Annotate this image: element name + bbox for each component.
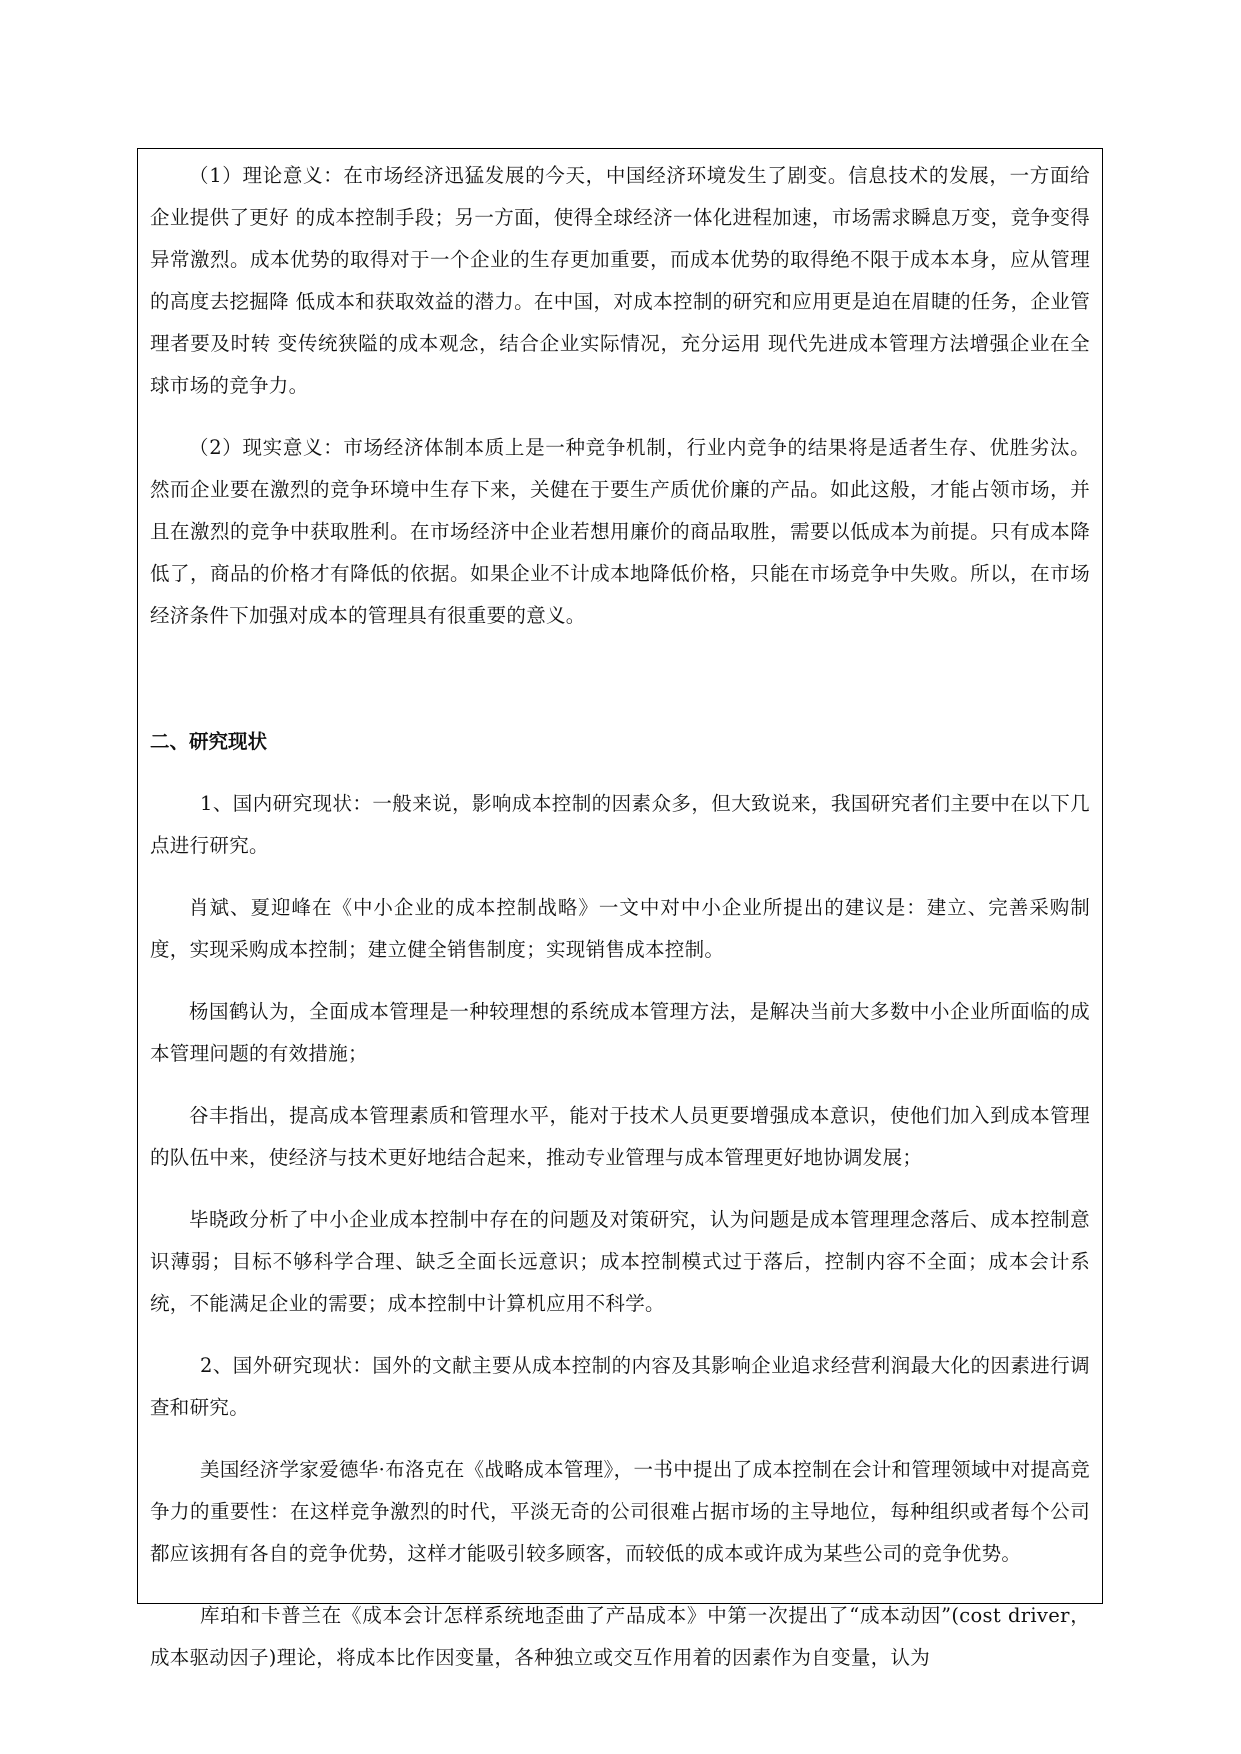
paragraph-foreign-intro: 2、国外研究现状：国外的文献主要从成本控制的内容及其影响企业追求经营利润最大化的因素进行调查和研究。 bbox=[150, 1354, 1090, 1419]
spacer bbox=[150, 637, 1090, 701]
paragraph-domestic-2: 杨国鹤认为，全面成本管理是一种较理想的系统成本管理方法，是解决当前大多数中小企业所面临的成本管理问题的有效措施； bbox=[150, 1000, 1090, 1065]
paragraph-domestic-3: 谷丰指出，提高成本管理素质和管理水平，能对于技术人员更要增强成本意识，使他们加入到成本管理的队伍中来，使经济与技术更好地结合起来，推动专业管理与成本管理更好地协调发展； bbox=[150, 1104, 1090, 1169]
paragraph-domestic-1: 肖斌、夏迎峰在《中小企业的成本控制战略》一文中对中小企业所提出的建议是：建立、完善采购制度，实现采购成本控制；建立健全销售制度；实现销售成本控制。 bbox=[150, 896, 1090, 961]
paragraph-practical-significance: （2）现实意义：市场经济体制本质上是一种竞争机制，行业内竞争的结果将是适者生存、优胜劣汰。然而企业要在激烈的竞争环境中生存下来，关健在于要生产质优价廉的产品。如此这般，才能占领市场，并且在激烈的竞争中获取胜利。在市场经济中企业若想用廉价的商品取胜，需要以低成本为前提。只有成本降低了，商品的价格才有降低的依据。如果企业不计成本地降低价格，只能在市场竞争中失败。所以，在市场经济条件下加强对成本的管理具有很重要的意义。 bbox=[150, 436, 1090, 627]
spacer bbox=[150, 1575, 1090, 1595]
paragraph-foreign-2: 库珀和卡普兰在《成本会计怎样系统地歪曲了产品成本》中第一次提出了“成本动因”(cost driver，成本驱动因子)理论，将成本比作因变量，各种独立或交互作用着的因素作为自变量，认为 bbox=[150, 1604, 1090, 1669]
spacer bbox=[150, 763, 1090, 783]
table-cell bbox=[137, 148, 1103, 1669]
paragraph-foreign-1: 美国经济学家爱德华·布洛克在《战略成本管理》，一书中提出了成本控制在会计和管理领域中对提高竞争力的重要性：在这样竞争激烈的时代，平淡无奇的公司很难占据市场的主导地位，每种组织或者每个公司都应该拥有各自的竞争优势，这样才能吸引较多顾客，而较低的成本或许成为某些公司的竞争优势。 bbox=[150, 1458, 1090, 1565]
paragraph-theoretical-significance: （1）理论意义：在市场经济迅猛发展的今天，中国经济环境发生了剧变。信息技术的发展，一方面给企业提供了更好 的成本控制手段；另一方面，使得全球经济一体化进程加速，市场需求瞬息万变，竞争变得异常激烈。成本优势的取得对于一个企业的生存更加重要，而成本优势的取得绝不限于成本本身，应从管理的高度去挖掘降 低成本和获取效益的潜力。在中国，对成本控制的研究和应用更是迫在眉睫的任务，企业管理者要及时转 变传统狭隘的成本观念，结合企业实际情况，充分运用 现代先进成本管理方法增强企业在全球市场的竞争力。 bbox=[150, 164, 1090, 397]
cell-content bbox=[150, 155, 1090, 1679]
spacer bbox=[150, 971, 1090, 991]
spacer bbox=[150, 701, 1090, 721]
spacer bbox=[150, 1325, 1090, 1345]
spacer bbox=[150, 867, 1090, 887]
paragraph-domestic-intro: 1、国内研究现状：一般来说，影响成本控制的因素众多，但大致说来，我国研究者们主要中在以下几点进行研究。 bbox=[150, 792, 1090, 857]
spacer bbox=[150, 1429, 1090, 1449]
spacer bbox=[150, 1179, 1090, 1199]
section-heading-research-status: 二、研究现状 bbox=[150, 730, 268, 753]
spacer bbox=[150, 1075, 1090, 1095]
spacer bbox=[150, 407, 1090, 427]
paragraph-domestic-4: 毕晓政分析了中小企业成本控制中存在的问题及对策研究，认为问题是成本管理理念落后、成本控制意识薄弱；目标不够科学合理、缺乏全面长远意识；成本控制模式过于落后，控制内容不全面；成本会计系统，不能满足企业的需要；成本控制中计算机应用不科学。 bbox=[150, 1208, 1090, 1315]
